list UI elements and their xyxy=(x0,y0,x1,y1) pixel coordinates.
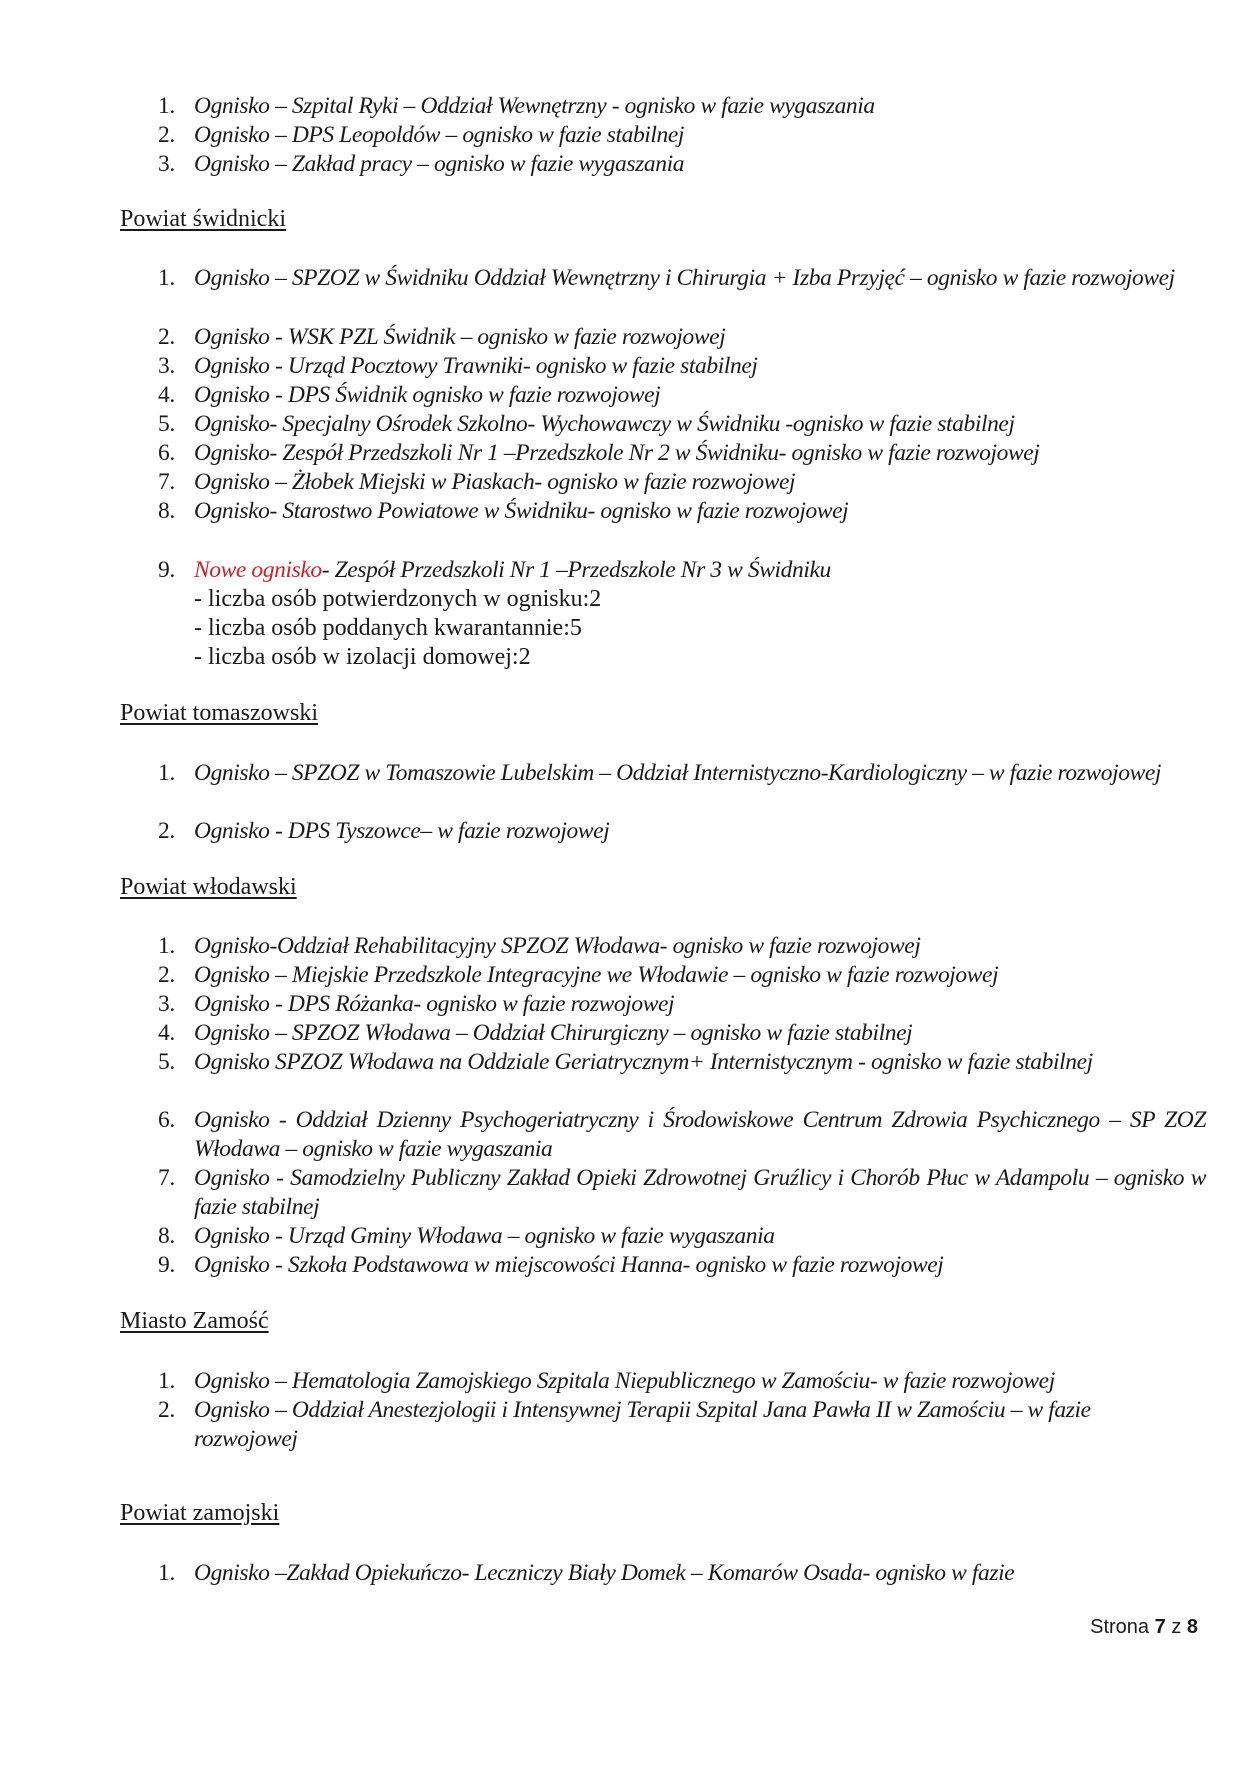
item-number: 2. xyxy=(158,324,175,350)
page-label: Strona xyxy=(1090,1616,1150,1638)
new-outbreak-item xyxy=(158,556,1206,585)
total-pages: 8 xyxy=(1186,1616,1198,1638)
item-text: Ognisko- Zespół Przedszkoli Nr 1 –Przedszkole Nr 2 w Świdniku- ognisko w fazie rozwojowej xyxy=(194,440,1040,466)
item-text: Ognisko- Starostwo Powiatowe w Świdniku- ognisko w fazie rozwojowej xyxy=(194,498,849,524)
detail-confirmed: - liczba osób potwierdzonych w ognisku:2 xyxy=(194,586,602,612)
list-item xyxy=(158,990,1206,1019)
detail-home-isolation: - liczba osób w izolacji domowej:2 xyxy=(194,644,531,670)
item-text: Ognisko - DPS Świdnik ognisko w fazie rozwojowej xyxy=(194,382,661,408)
item-text: Ognisko – Miejskie Przedszkole Integracyjne we Włodawie – ognisko w fazie rozwojowej xyxy=(194,962,999,988)
item-text: Ognisko - Urząd Gminy Włodawa – ognisko w fazie wygaszania xyxy=(194,1223,775,1249)
list-item xyxy=(158,961,1206,990)
item-number: 5. xyxy=(158,1049,175,1075)
list-item xyxy=(158,817,1206,846)
item-number: 6. xyxy=(158,1107,175,1133)
new-outbreak-text: - Zespół Przedszkoli Nr 1 –Przedszkole Nr 3 w Świdniku xyxy=(321,557,831,583)
list-item xyxy=(158,1559,1206,1588)
item-text: Ognisko – Zakład pracy – ognisko w fazie wygaszania xyxy=(194,151,685,177)
list-item xyxy=(158,1048,1206,1077)
item-text: Ognisko – DPS Leopoldów – ognisko w fazie stabilnej xyxy=(194,122,685,148)
item-number: 6. xyxy=(158,440,175,466)
item-text: Ognisko - Samodzielny Publiczny Zakład Opieki Zdrowotnej Gruźlicy i Chorób Płuc w Adampolu – ognisko w fazie stabilnej xyxy=(194,1165,1206,1220)
item-text: Ognisko - DPS Tyszowce– w fazie rozwojowej xyxy=(194,818,610,844)
item-number: 8. xyxy=(158,498,175,524)
list-item xyxy=(158,1019,1206,1048)
list-item xyxy=(158,323,1206,352)
item-text: Ognisko- Specjalny Ośrodek Szkolno- Wychowawczy w Świdniku -ognisko w fazie stabilnej xyxy=(194,411,1015,437)
item-text: Ognisko – Żłobek Miejski w Piaskach- ognisko w fazie rozwojowej xyxy=(194,469,796,495)
list-item xyxy=(158,468,1206,497)
item-text: Ognisko – SPZOZ w Świdniku Oddział Wewnętrzny i Chirurgia + Izba Przyjęć – ognisko w fazie rozwojowej xyxy=(194,265,1175,291)
item-number: 9. xyxy=(158,1252,175,1278)
item-number: 4. xyxy=(158,382,175,408)
list-item xyxy=(158,1367,1206,1396)
list-item xyxy=(158,381,1206,410)
item-number: 1. xyxy=(158,265,175,291)
item-number: 9. xyxy=(158,557,175,583)
item-text: Ognisko – SPZOZ Włodawa – Oddział Chirurgiczny – ognisko w fazie stabilnej xyxy=(194,1020,913,1046)
section-heading-tomaszowski: Powiat tomaszowski xyxy=(120,700,318,726)
item-number: 7. xyxy=(158,469,175,495)
item-number: 8. xyxy=(158,1223,175,1249)
list-item xyxy=(158,121,1206,150)
item-number: 3. xyxy=(158,991,175,1017)
item-number: 3. xyxy=(158,151,175,177)
item-number: 7. xyxy=(158,1165,175,1191)
item-number: 4. xyxy=(158,1020,175,1046)
list-item xyxy=(158,439,1206,468)
item-number: 2. xyxy=(158,962,175,988)
item-text: Ognisko – Szpital Ryki – Oddział Wewnętrzny - ognisko w fazie wygaszania xyxy=(194,93,875,119)
item-number: 1. xyxy=(158,93,175,119)
list-item xyxy=(158,497,1206,526)
item-number: 1. xyxy=(158,1560,175,1586)
item-text: Ognisko –Zakład Opiekuńczo- Leczniczy Biały Domek – Komarów Osada- ognisko w fazie xyxy=(194,1560,1015,1586)
item-text: Ognisko-Oddział Rehabilitacyjny SPZOZ Włodawa- ognisko w fazie rozwojowej xyxy=(194,933,921,959)
item-number: 1. xyxy=(158,933,175,959)
item-text: Ognisko - Oddział Dzienny Psychogeriatryczny i Środowiskowe Centrum Zdrowia Psychicznego – SP ZOZ Włodawa – ognisko w fazie wygaszania xyxy=(194,1107,1206,1162)
list-item xyxy=(158,1396,1118,1454)
list-item xyxy=(158,1164,1206,1222)
item-number: 1. xyxy=(158,1368,175,1394)
section-heading-wlodawski: Powiat włodawski xyxy=(120,874,297,900)
list-item xyxy=(158,150,1206,179)
item-number: 5. xyxy=(158,411,175,437)
list-item xyxy=(158,264,1206,293)
item-text: Ognisko SPZOZ Włodawa na Oddziale Geriatrycznym+ Internistycznym - ognisko w fazie stabilnej xyxy=(194,1049,1093,1075)
new-outbreak-label: Nowe ognisko xyxy=(194,557,322,583)
list-item xyxy=(158,410,1206,439)
item-text: Ognisko – Hematologia Zamojskiego Szpitala Niepublicznego w Zamościu- w fazie rozwojowej xyxy=(194,1368,1055,1394)
section-heading-zamojski: Powiat zamojski xyxy=(120,1500,280,1526)
item-text: Ognisko – Oddział Anestezjologii i Intensywnej Terapii Szpital Jana Pawła II w Zamościu – w fazie rozwojowej xyxy=(194,1397,1091,1452)
item-number: 2. xyxy=(158,122,175,148)
list-item xyxy=(158,932,1206,961)
item-text xyxy=(194,556,1206,585)
item-number: 2. xyxy=(158,818,175,844)
item-number: 3. xyxy=(158,353,175,379)
page-separator: z xyxy=(1171,1616,1182,1638)
item-text: Ognisko - Urząd Pocztowy Trawniki- ognisko w fazie stabilnej xyxy=(194,353,758,379)
list-item xyxy=(158,1106,1206,1164)
item-text: Ognisko - DPS Różanka- ognisko w fazie rozwojowej xyxy=(194,991,675,1017)
list-item xyxy=(158,1222,1206,1251)
item-text: Ognisko – SPZOZ w Tomaszowie Lubelskim – Oddział Internistyczno-Kardiologiczny – w fazie rozwojowej xyxy=(194,760,1162,786)
item-number: 1. xyxy=(158,760,175,786)
item-text: Ognisko - Szkoła Podstawowa w miejscowości Hanna- ognisko w fazie rozwojowej xyxy=(194,1252,944,1278)
list-item xyxy=(158,352,1206,381)
detail-quarantine: - liczba osób poddanych kwarantannie:5 xyxy=(194,615,582,641)
item-text: Ognisko - WSK PZL Świdnik – ognisko w fazie rozwojowej xyxy=(194,324,726,350)
item-number: 2. xyxy=(158,1397,175,1423)
list-item xyxy=(158,759,1206,788)
list-item xyxy=(158,92,1206,121)
current-page: 7 xyxy=(1154,1616,1166,1638)
section-heading-zamosc-city: Miasto Zamość xyxy=(120,1308,269,1334)
section-heading-swidnicki: Powiat świdnicki xyxy=(120,206,286,232)
page-number xyxy=(1090,1616,1198,1639)
list-item xyxy=(158,1251,1206,1280)
